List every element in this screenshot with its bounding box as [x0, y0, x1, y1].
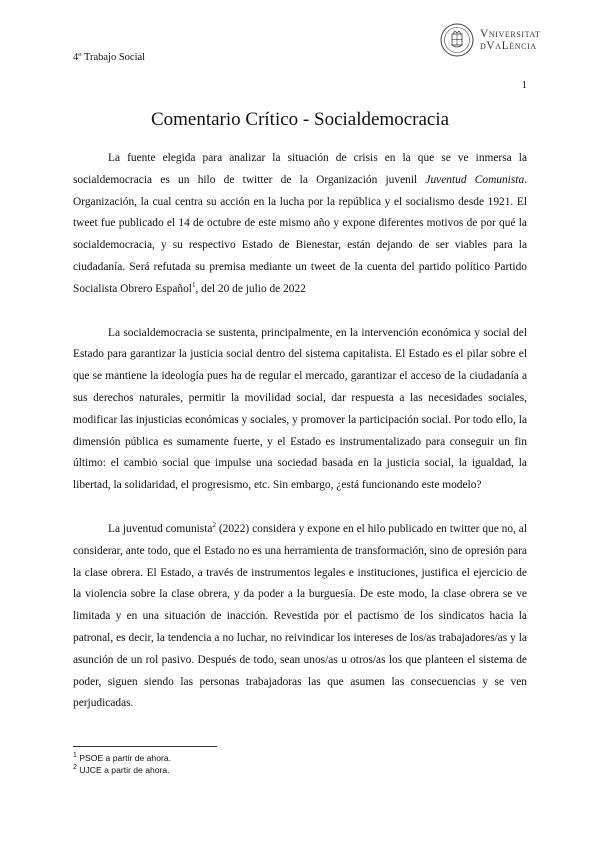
- course-header: 4º Trabajo Social: [73, 52, 146, 63]
- page-number: 1: [521, 79, 527, 91]
- footnote-2: [73, 764, 171, 776]
- footnote-1-text: PSOE a partir de ahora.: [76, 753, 172, 763]
- paragraph-1-italic: Juventud Comunista: [425, 173, 525, 186]
- footnotes: [73, 752, 171, 776]
- paragraph-1: [73, 148, 527, 301]
- document-title: Comentario Crítico - Socialdemocracia: [150, 109, 450, 130]
- footnote-2-text: UJCE a partir de ahora.: [76, 765, 170, 775]
- footnote-separator: [73, 746, 217, 747]
- paragraph-1-text-d: , del 20 de julio de 2022: [195, 282, 306, 295]
- paragraph-1-text-a: La fuente elegida para analizar la situación de crisis en la que se ve inmersa la socialdemocracia es un hilo de twitter de la Organización juvenil: [73, 152, 527, 186]
- paragraph-3-text-b: (2022) considera y expone en el hilo publicado en twitter que no, al considerar, ante todo, que el Estado no es una herramienta de transformación, sino de opresión para la clase obrera. El Estado, a través de instrumentos legales e instituciones, justifica el ejercicio de la violencia sobre la clase obrera, y da poder a la burguesía. De este modo, la clase obrera se ve limitada y en una situación de inacción. Revestida por el pactismo de los sindicatos hacia la patronal, es decir, la tendencia a no luchar, no reivindicar los intereses de los/as trabajadores/as y la asunción de un rol pasivo. Después de todo, sean unos/as u otros/as los que planteen el sistema de poder, siguen siendo las personas trabajadoras las que asumen las consecuencias y se ven perjudicadas.: [73, 522, 528, 710]
- university-seal-icon: [440, 23, 474, 57]
- university-logo: [440, 22, 560, 58]
- paragraph-1-text-c: . Organización, la cual centra su acción en la lucha por la república y el socialismo desde 1921. El tweet fue publicado el 14 de octubre de este mismo año y expone diferentes motivos de por qué la socialdemocracia, y su respectivo Estado de Bienestar, están dejando de ser viables para la ciudadanía. Será refutada su premisa mediante un tweet de la cuenta del partido político Partido Socialista Obrero Español: [73, 173, 527, 295]
- footnote-1-number: 1: [73, 752, 77, 760]
- paragraph-2: La socialdemocracia se sustenta, principalmente, en la intervención económica y social del Estado para garantizar la justicia social dentro del sistema capitalista. El Estado es el pilar sobre el que se mantiene la ideología pues ha de regular el mercado, garantizar el acceso de la ciudadanía a sus derechos naturales, permitir la movilidad social, dar respuesta a las necesidades sociales, modificar las injusticias económicas y sociales, y promover la participación social. Por todo ello, la dimensión pública es sumamente fuerte, y el Estado es instrumentalizado para conseguir un fin último: el cambio social que impulse una sociedad basada en la justicia social, la igualdad, la libertad, la solidaridad, el progresismo, etc. Sin embargo, ¿está funcionando este modelo?: [73, 326, 527, 492]
- footnote-1: [73, 752, 171, 764]
- university-name-line1: Vniversitat: [480, 28, 541, 40]
- footnote-ref-2: 2: [212, 521, 216, 530]
- document-body: [73, 148, 527, 715]
- footnote-ref-1: 1: [191, 280, 196, 289]
- university-name-line2: dVaLència: [480, 40, 537, 52]
- footnote-2-number: 2: [73, 764, 77, 772]
- paragraph-3: [73, 519, 527, 715]
- paragraph-3-text-a: La juventud comunista: [108, 522, 213, 535]
